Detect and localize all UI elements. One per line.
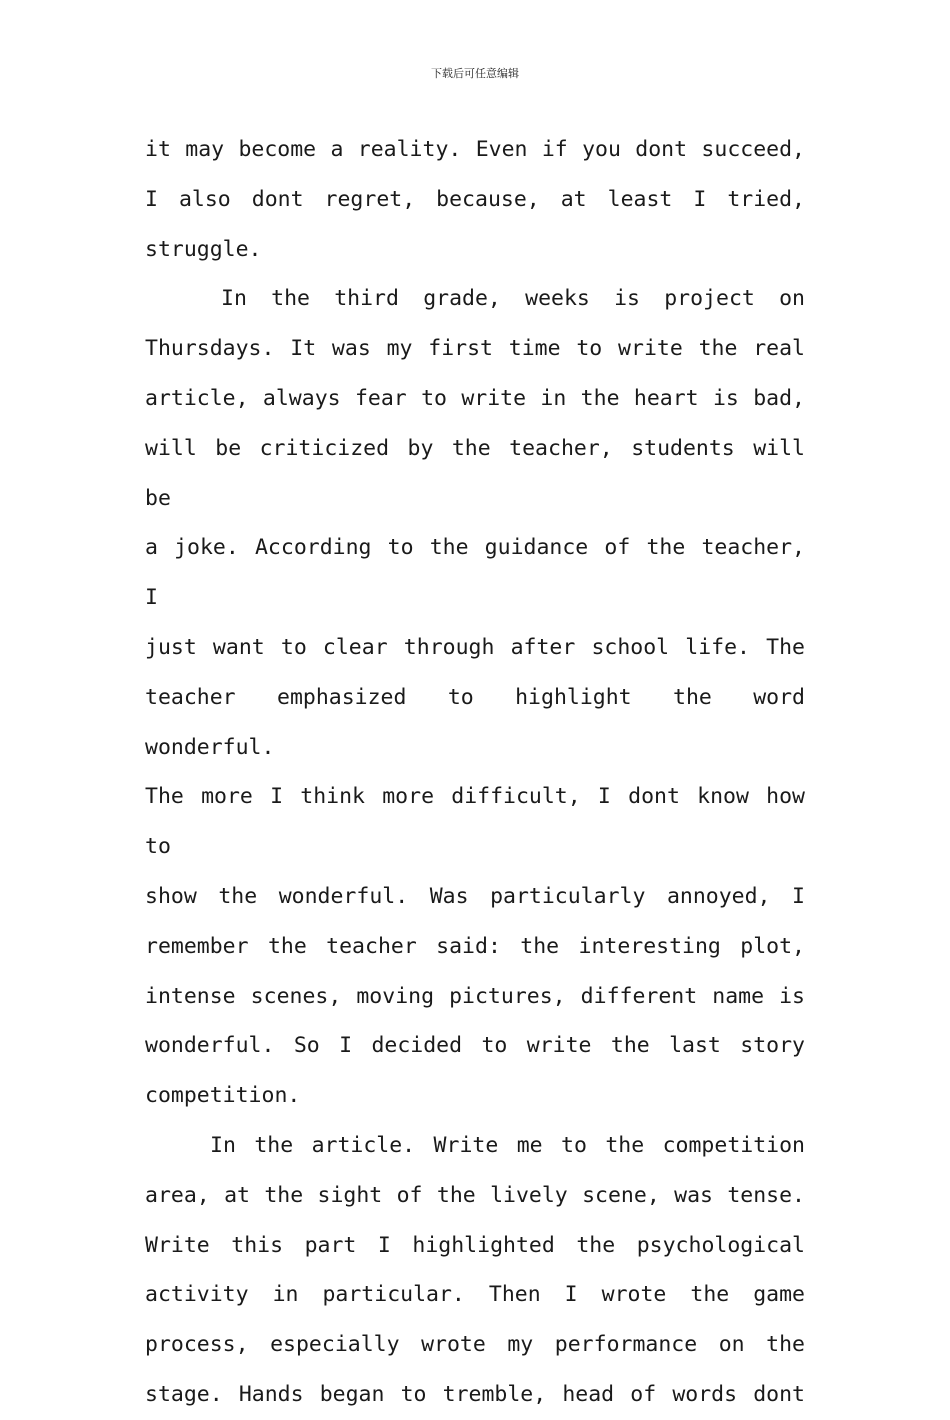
text-line: Thursdays. It was my first time to write the real [145,336,805,362]
text-line: struggle. [145,236,262,262]
text-line: In the article. Write me to the competition [210,1132,805,1158]
text-line: Write this part I highlighted the psychological [145,1232,805,1258]
text-line: The more I think more difficult, I dont know how to [145,784,805,860]
page-header: 下载后可任意编辑 [431,67,519,80]
text-line: I also dont regret, because, at least I tried, [145,186,805,212]
text-line: a joke. According to the guidance of the teacher, I [145,535,805,611]
paragraph-1 [145,125,805,274]
text-line: article, always fear to write in the heart is bad, [145,385,805,411]
text-line: process, especially wrote my performance on the [145,1332,805,1358]
text-line: activity in particular. Then I wrote the game [145,1282,805,1308]
text-line: intense scenes, moving pictures, different name is [145,983,805,1009]
text-line: area, at the sight of the lively scene, was tense. [145,1182,805,1208]
text-line: teacher emphasized to highlight the word wonderful. [145,684,805,760]
text-line: wonderful. So I decided to write the last story [145,1033,805,1059]
text-line: remember the teacher said: the interesting plot, [145,933,805,959]
text-line: it may become a reality. Even if you dont succeed, [145,137,805,162]
text-line: will be criticized by the teacher, students will be [145,435,805,511]
text-line: competition. [145,1083,301,1109]
paragraph-3 [145,1121,805,1420]
text-line: just want to clear through after school life. The [145,634,805,660]
text-line: show the wonderful. Was particularly annoyed, I [145,883,805,909]
document-body [145,125,805,1420]
text-line: stage. Hands began to tremble, head of words dont [145,1381,805,1407]
text-line: In the third grade, weeks is project on [221,286,805,312]
paragraph-2 [145,274,805,1121]
